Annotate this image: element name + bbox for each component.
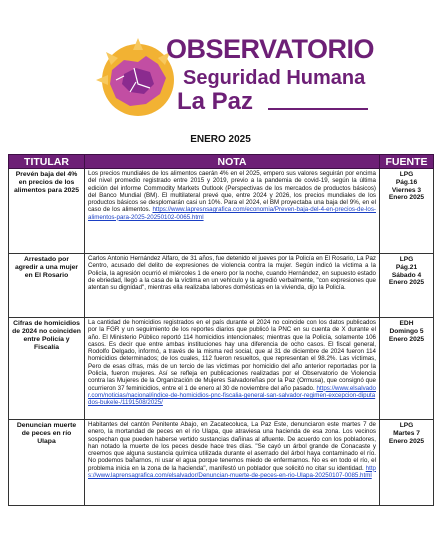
header-nota: NOTA (85, 155, 380, 169)
row-note (85, 254, 380, 318)
row-title: Denuncian muerte de peces en río Ulapa (9, 420, 85, 506)
source-month: Enero 2025 (388, 437, 425, 445)
source-day: Martes 7 (393, 429, 420, 437)
news-table (8, 154, 434, 506)
source-outlet: EDH (399, 320, 414, 327)
note-text: Habitantes del cantón Penitente Abajo, en Zacatecoluca, La Paz Este, denunciaron este martes 7 de enero, la mortandad de peces en el río Ulapa, que atraviesa una hacienda de esa zona. Los vecinos sospechan que pueden haberse vertido sustancias dañinas al afluente. De acuerdo con los pobladores, han notado la muerte de los peces desde hace tres días. "Se cayó un árbol grande de Conacaste y creemos que alguna sustancia química utilizada durante el aserrado del árbol haya contaminado el río. No podemos bañarnos, ni usar el agua porque tenemos miedo de enfermarnos. No es en todo el río, el problema inicia en la zona de la hacienda", manifestó un poblador que solicitó no citar su identidad. (88, 421, 376, 472)
source-month: Enero 2025 (388, 194, 425, 202)
note-text: Los precios mundiales de los alimentos caerán 4% en el 2025, empero sus valores seguirán por encima del nivel promedio registrado entre 2015 y 2019, previo a la pandemia de covid-19, según la última edición del informe Commodity Markets Outlook (Perspectivas de los mercados de productos básicos) del Banco Mundial (BM). El multilateral prevé que, entre 2024 y 2026, los precios mundiales de los productos básicos se desplomarán casi un 10%. Para el 2024, el BM proyectaba una baja del 9%, en el caso de los alimentos. (88, 170, 376, 214)
source-outlet: LPG (399, 256, 414, 263)
source-link[interactable]: https://www.lapresnsagrafica.com/economia/Preven-baja-del-4-en-precios-de-los-alimentos-para-2025-20250102-0065.html (88, 206, 376, 221)
row-note (85, 420, 380, 506)
table-header-row (9, 155, 434, 169)
row-source (380, 318, 434, 420)
source-page: Pág.16 (395, 178, 418, 186)
row-note (85, 169, 380, 254)
logo-divider (268, 108, 368, 110)
month-title: ENERO 2025 (190, 134, 251, 145)
note-text: Carlos Antonio Hernández Alfaro, de 31 años, fue detenido el jueves por la Policía en El Rosario, La Paz Centro, acusado del delito de expresiones de violencia contra la mujer. Según indicó la víctima a la Policía, la agresión ocurrió el miércoles 1 de enero por la noche, cuando Hernández, en supuesto estado de ebriedad, llegó a la casa de la víctima en un vehículo y la agredió verbalmente, "con expresiones que atentan su dignidad", mientras ella realizaba labores domésticas en la vivienda, dijo la Policía. (88, 255, 376, 292)
row-source (380, 420, 434, 506)
row-note (85, 318, 380, 420)
table-row (9, 169, 434, 254)
logo-observatorio-text: OBSERVATORIO (166, 34, 375, 64)
header-titular: TITULAR (9, 155, 85, 169)
row-title: Arrestado por agredir a una mujer en El Rosario (9, 254, 85, 318)
source-link[interactable]: https://www.laprensagrafica.com/elsalvador/Denuncian-muerte-de-peces-en-rio-Ulapa-20250107-0085.html (88, 464, 376, 480)
observatorio-logo (88, 30, 378, 118)
source-outlet: LPG (399, 171, 414, 178)
row-title: Cifras de homicidios de 2024 no coinciden entre Policía y Fiscalía (9, 318, 85, 420)
source-month: Enero 2025 (388, 335, 425, 343)
row-source (380, 169, 434, 254)
source-outlet: LPG (399, 422, 414, 429)
logo-seguridad-text: Seguridad Humana (183, 67, 366, 89)
source-page: Pág.21 (395, 263, 418, 271)
table-row (9, 420, 434, 506)
source-month: Enero 2025 (388, 279, 425, 287)
source-link[interactable]: https://www.elsalvador.com/noticias/nacional/indice-de-homicidios-pnc-fiscalia-general-san-salvador-regimen-excepcion-diputados-bukele-/1191508/2025/ (88, 384, 376, 407)
table-row (9, 254, 434, 318)
row-source (380, 254, 434, 318)
source-day: Sábado 4 (391, 271, 422, 279)
header-fuente: FUENTE (380, 155, 434, 169)
source-day: Viernes 3 (391, 186, 422, 194)
source-day: Domingo 5 (389, 327, 424, 335)
row-title: Prevén baja del 4% en precios de los alimentos para 2025 (9, 169, 85, 254)
table-row (9, 318, 434, 420)
note-text: La cantidad de homicidios registrados en el país durante el 2024 no coincide con los datos publicados por la FGR y un seguimiento de los reportes diarios que publicó la PNC en su cuenta de X durante el año. El Ministerio Público reportó 114 homicidios intencionales; mientras que la Policía, solamente 106 casos. Es decir que entre ambas instituciones hay una diferencia de ocho casos. El fiscal general, Rodolfo Delgado, informó, a través de la misma red social, que al 31 de diciembre de 2024 fueron 114 homicidios determinados; de los cuales, 112 fueron resueltos, que representan el 98.2%. Las víctimas, Pero de esas cifras, más de un tercio de las víctimas por homicidio del año anterior reportadas por la Policía, fueron mujeres. Así se refleja en publicaciones realizadas por el Observatorio de Violencia contra las Mujeres de la Organización de Mujeres Salvadoreñas por la Paz (Ormusa), que consignó que ocurrieron 37 feminicidios, entre el 1 de enero al 30 de noviembre del año pasado. (88, 319, 376, 392)
logo-lapaz-text: La Paz (177, 88, 254, 115)
